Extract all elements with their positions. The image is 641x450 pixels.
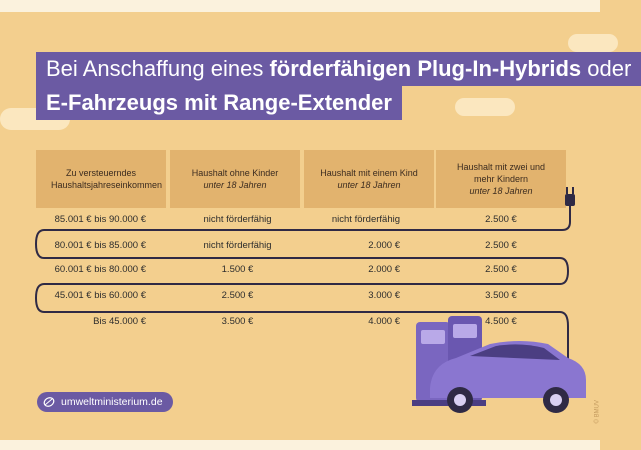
row4-income: 45.001 € bis 60.000 € xyxy=(54,290,146,301)
row1-income: 85.001 € bis 90.000 € xyxy=(54,214,146,225)
header-no-children-sub: unter 18 Jahren xyxy=(203,180,267,190)
row2-two-children: 2.500 € xyxy=(485,240,517,251)
row3-income: 60.001 € bis 80.000 € xyxy=(54,264,146,275)
row3-one-child: 2.000 € xyxy=(368,264,400,275)
header-income-label: Zu versteuerndes Haushaltsjahreseinkommen xyxy=(51,168,163,190)
row1-two-children: 2.500 € xyxy=(485,214,517,225)
image-credit: © BMUV xyxy=(594,400,600,424)
leaf-icon xyxy=(43,396,55,408)
row5-income: Bis 45.000 € xyxy=(93,316,146,327)
row3-two-children: 2.500 € xyxy=(485,264,517,275)
header-no-children-label: Haushalt ohne Kinder xyxy=(191,168,279,178)
row3-no-children: 1.500 € xyxy=(221,264,254,275)
title-text-pre: Bei Anschaffung eines xyxy=(46,56,270,81)
row4-two-children: 3.500 € xyxy=(485,290,517,301)
row5-two-children: 4.500 € xyxy=(485,316,517,327)
title-text-post: oder xyxy=(581,56,632,81)
row4-one-child: 3.000 € xyxy=(368,290,400,301)
header-two-children-label: Haushalt mit zwei und mehr Kindern xyxy=(456,162,546,184)
row4-no-children: 2.500 € xyxy=(221,290,254,301)
row1-one-child: nicht förderfähig xyxy=(331,214,400,225)
row2-income: 80.001 € bis 85.000 € xyxy=(54,240,146,251)
row2-no-children: nicht förderfähig xyxy=(203,240,272,251)
header-one-child-sub: unter 18 Jahren xyxy=(337,180,401,190)
row1-no-children: nicht förderfähig xyxy=(203,214,272,225)
website-label: umweltministerium.de xyxy=(61,396,163,408)
plug-icon xyxy=(565,187,575,206)
header-two-children-sub: unter 18 Jahren xyxy=(469,186,533,196)
title-text-line2: E-Fahrzeugs mit Range-Extender xyxy=(46,90,392,115)
title-text-bold: förderfähigen Plug-In-Hybrids xyxy=(269,56,582,81)
header-one-child-label: Haushalt mit einem Kind xyxy=(320,168,418,178)
row2-one-child: 2.000 € xyxy=(368,240,400,251)
website-link[interactable] xyxy=(37,392,173,412)
row5-no-children: 3.500 € xyxy=(221,316,254,327)
row5-one-child: 4.000 € xyxy=(368,316,400,327)
